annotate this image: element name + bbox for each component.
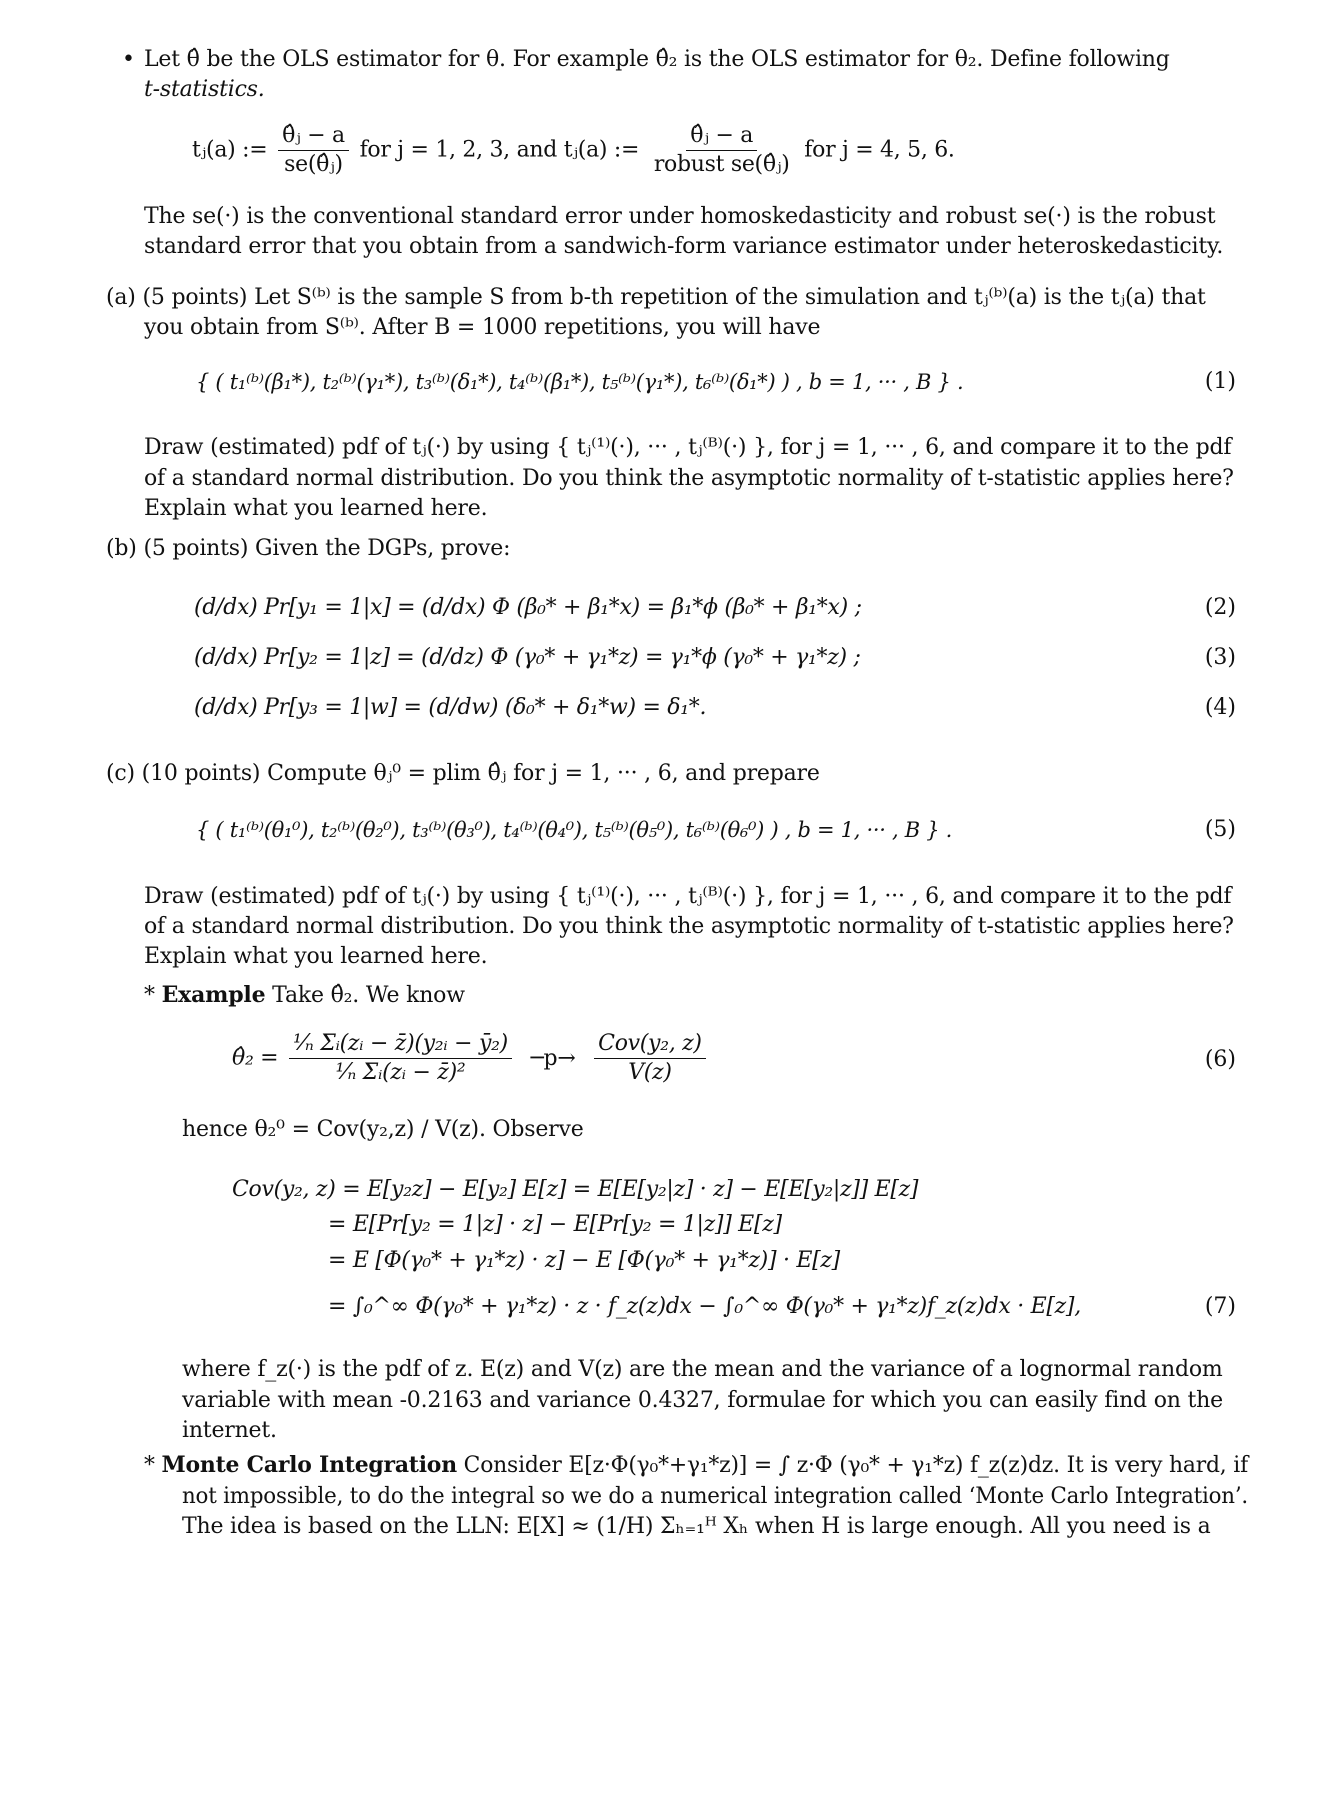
equation-4: (d/dx) Pr[y₃ = 1|w] = (d/dw) (δ₀* + δ₁*w) = δ₁*. <box>194 695 707 720</box>
tdef-left: tⱼ(a) := <box>192 137 268 163</box>
equation-5-number: (5) <box>1204 817 1236 842</box>
t-statistic-definition <box>192 122 955 179</box>
where-line-1: where f_z(·) is the pdf of z. E(z) and V(z) are the mean and the variance of a lognormal random <box>182 1357 1223 1382</box>
equation-1-number: (1) <box>1204 369 1236 394</box>
example-text: Take θ̂₂. We know <box>272 983 465 1008</box>
part-a-line-1: (a) (5 points) Let S⁽ᵇ⁾ is the sample S from b-th repetition of the simulation and tⱼ⁽ᵇ⁾(a) is the tⱼ(a) that <box>106 285 1206 310</box>
part-b-line-1: (b) (5 points) Given the DGPs, prove: <box>106 536 511 561</box>
part-c-paragraph-2: of a standard normal distribution. Do you think the asymptotic normality of t-statistic applies here? <box>144 914 1234 939</box>
frac2-denominator: robust se(θ̂ⱼ) <box>653 152 790 177</box>
example-star: * <box>144 983 155 1008</box>
mc-bold-label: Monte Carlo Integration <box>161 1452 457 1478</box>
se-explanation-line-1: The se(·) is the conventional standard error under homoskedasticity and robust se(·) is the robust <box>144 204 1216 229</box>
eq6-right-numerator: Cov(y₂, z) <box>594 1030 706 1059</box>
example-bold-label: Example <box>161 982 266 1008</box>
tdef-fraction-1 <box>278 122 349 179</box>
tdef-fraction-2 <box>650 122 794 179</box>
where-line-2: variable with mean -0.2163 and variance 0.4327, formulae for which you can easily find on the <box>182 1388 1223 1413</box>
equation-6-number: (6) <box>1204 1047 1236 1072</box>
equation-3: (d/dx) Pr[y₂ = 1|z] = (d/dz) Φ (γ₀* + γ₁*z) = γ₁*ϕ (γ₀* + γ₁*z) ; <box>194 645 861 670</box>
equation-4-number: (4) <box>1204 695 1236 720</box>
equation-7-line-4: = ∫₀^∞ Φ(γ₀* + γ₁*z) · z · f_z(z)dx − ∫₀^∞ Φ(γ₀* + γ₁*z)f_z(z)dx · E[z], <box>328 1294 1081 1319</box>
intro-line-2: t-statistics. <box>144 77 265 102</box>
equation-2: (d/dx) Pr[y₁ = 1|x] = (d/dx) Φ (β₀* + β₁*x) = β₁*ϕ (β₀* + β₁*x) ; <box>194 595 862 620</box>
equation-3-number: (3) <box>1204 645 1236 670</box>
eq6-right-denominator: V(z) <box>628 1060 672 1085</box>
eq6-denominator: ¹⁄ₙ Σᵢ(zᵢ − z̄)² <box>335 1060 466 1085</box>
part-a-paragraph-1: Draw (estimated) pdf of tⱼ(·) by using { tⱼ⁽¹⁾(·), ··· , tⱼ⁽ᴮ⁾(·) }, for j = 1, ··· , 6, and compare it to the pdf <box>144 435 1232 460</box>
where-line-3: internet. <box>182 1418 277 1443</box>
frac1-denominator: se(θ̂ⱼ) <box>284 152 343 177</box>
monte-carlo-line-2: not impossible, to do the integral so we do a numerical integration called ‘Monte Carlo Integration’. <box>182 1484 1249 1509</box>
part-a-line-2: you obtain from S⁽ᵇ⁾. After B = 1000 repetitions, you will have <box>144 315 821 340</box>
eq6-arrow: ─p→ <box>530 1045 576 1071</box>
frac1-numerator: θ̂ⱼ − a <box>278 122 349 151</box>
equation-7-line-2: = E[Pr[y₂ = 1|z] · z] − E[Pr[y₂ = 1|z]] E[z] <box>328 1212 782 1237</box>
equation-1: { ( t₁⁽ᵇ⁾(β₁*), t₂⁽ᵇ⁾(γ₁*), t₃⁽ᵇ⁾(δ₁*), t₄⁽ᵇ⁾(β₁*), t₅⁽ᵇ⁾(γ₁*), t₆⁽ᵇ⁾(δ₁*) ) , b = 1, ··· , B } . <box>196 370 964 394</box>
eq6-fraction-right <box>594 1030 706 1087</box>
se-explanation-line-2: standard error that you obtain from a sandwich-form variance estimator under heteroskedasticity. <box>144 234 1224 259</box>
example-heading <box>144 978 465 1013</box>
tdef-right: for j = 4, 5, 6. <box>804 137 955 163</box>
part-c-paragraph-1: Draw (estimated) pdf of tⱼ(·) by using { tⱼ⁽¹⁾(·), ··· , tⱼ⁽ᴮ⁾(·) }, for j = 1, ··· , 6, and compare it to the pdf <box>144 884 1232 909</box>
part-c-line-1: (c) (10 points) Compute θⱼ⁰ = plim θ̂ⱼ for j = 1, ··· , 6, and prepare <box>106 761 820 786</box>
monte-carlo-line-1 <box>144 1448 1248 1483</box>
tdef-middle: for j = 1, 2, 3, and tⱼ(a) := <box>359 137 640 163</box>
eq6-numerator: ¹⁄ₙ Σᵢ(zᵢ − z̄)(y₂ᵢ − ȳ₂) <box>289 1030 512 1059</box>
eq6-left: θ̂₂ = <box>232 1045 279 1071</box>
part-a-paragraph-3: Explain what you learned here. <box>144 496 488 521</box>
part-a-paragraph-2: of a standard normal distribution. Do you think the asymptotic normality of t-statistic applies here? <box>144 466 1234 491</box>
bullet-dot: • <box>122 47 135 72</box>
intro-line-1: Let θ̂ be the OLS estimator for θ. For example θ̂₂ is the OLS estimator for θ₂. Define following <box>144 47 1170 72</box>
hence-line: hence θ₂⁰ = Cov(y₂,z) / V(z). Observe <box>182 1117 584 1142</box>
part-c-paragraph-3: Explain what you learned here. <box>144 944 488 969</box>
frac2-numerator: θ̂ⱼ − a <box>686 122 757 151</box>
mc-star: * <box>144 1453 155 1478</box>
equation-7-line-3: = E [Φ(γ₀* + γ₁*z) · z] − E [Φ(γ₀* + γ₁*z)] · E[z] <box>328 1248 840 1273</box>
equation-2-number: (2) <box>1204 595 1236 620</box>
equation-7-number: (7) <box>1204 1294 1236 1319</box>
equation-7-line-1: Cov(y₂, z) = E[y₂z] − E[y₂] E[z] = E[E[y₂|z] · z] − E[E[y₂|z]] E[z] <box>232 1177 919 1202</box>
monte-carlo-line-3: The idea is based on the LLN: E[X] ≈ (1/H) Σₕ₌₁ᴴ Xₕ when H is large enough. All you need is a <box>182 1514 1211 1539</box>
equation-6 <box>232 1030 710 1087</box>
equation-5: { ( t₁⁽ᵇ⁾(θ₁⁰), t₂⁽ᵇ⁾(θ₂⁰), t₃⁽ᵇ⁾(θ₃⁰), t₄⁽ᵇ⁾(θ₄⁰), t₅⁽ᵇ⁾(θ₅⁰), t₆⁽ᵇ⁾(θ₆⁰) ) , b = 1, ··· , B } . <box>196 818 953 842</box>
mc-text-1: Consider E[z·Φ(γ₀*+γ₁*z)] = ∫ z·Φ (γ₀* + γ₁*z) f_z(z)dz. It is very hard, if <box>463 1453 1248 1478</box>
eq6-fraction-left <box>289 1030 512 1087</box>
